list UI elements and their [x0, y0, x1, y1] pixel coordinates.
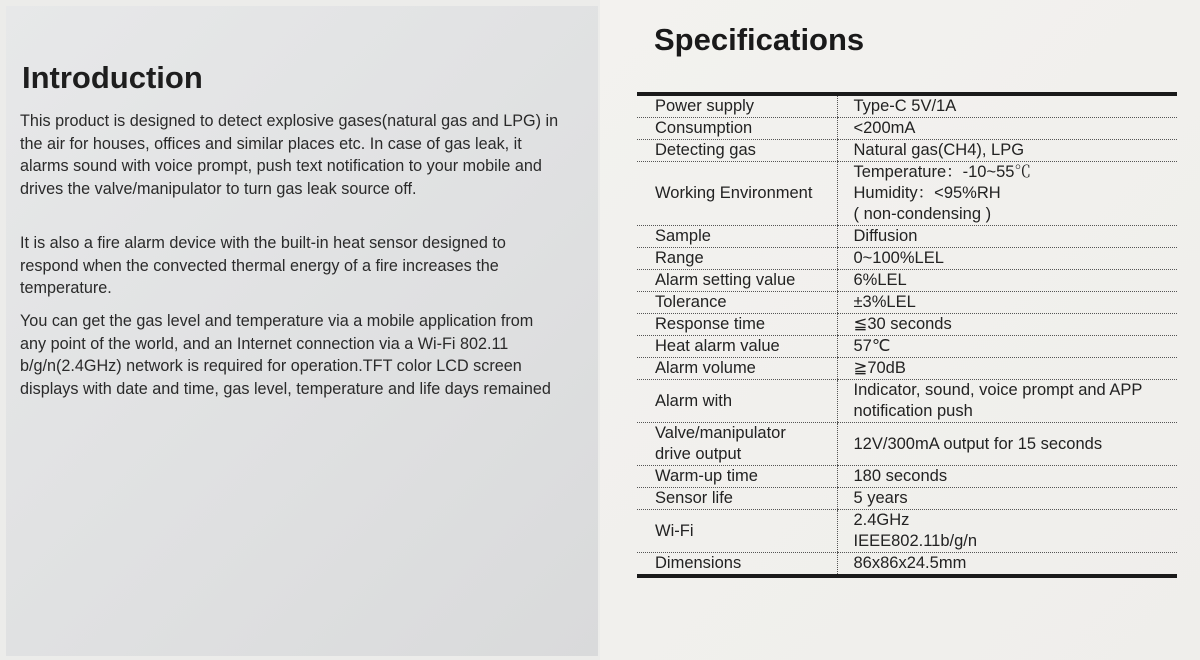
spec-value: 12V/300mA output for 15 seconds [837, 423, 1177, 466]
spec-label: Alarm setting value [637, 270, 837, 292]
spec-row-tolerance [637, 292, 1177, 314]
spec-value: Type-C 5V/1A [837, 94, 1177, 118]
spec-value-line: IEEE802.11b/g/n [853, 532, 978, 550]
spec-value: ≧70dB [837, 358, 1177, 380]
spec-value: ±3%LEL [837, 292, 1177, 314]
spec-label: Alarm volume [637, 358, 837, 380]
spec-label: Detecting gas [637, 140, 837, 162]
spec-value: Natural gas(CH4), LPG [837, 140, 1177, 162]
spec-row-sample [637, 226, 1177, 248]
spec-row-wi-fi [637, 510, 1177, 553]
introduction-heading: Introduction [22, 60, 203, 95]
spec-row-power-supply [637, 94, 1177, 118]
spec-label: Alarm with [637, 380, 837, 423]
spec-row-consumption [637, 118, 1177, 140]
spec-label: Heat alarm value [637, 336, 837, 358]
spec-row-detecting-gas [637, 140, 1177, 162]
spec-value [837, 380, 1177, 423]
spec-label [637, 423, 837, 466]
specifications-table [637, 92, 1177, 578]
spec-label: Warm-up time [637, 466, 837, 488]
spec-row-alarm-with [637, 380, 1177, 423]
spec-row-alarm-volume [637, 358, 1177, 380]
spec-row-response-time [637, 314, 1177, 336]
spec-label: Wi-Fi [637, 510, 837, 553]
spec-label: Sample [637, 226, 837, 248]
spec-value-line: Humidity：<95%RH [853, 184, 1001, 202]
spec-row-alarm-setting-value [637, 270, 1177, 292]
spec-value: 86x86x24.5mm [837, 553, 1177, 577]
spec-value: 6%LEL [837, 270, 1177, 292]
spec-value: 0~100%LEL [837, 248, 1177, 270]
spec-value: 5 years [837, 488, 1177, 510]
spec-row-range [637, 248, 1177, 270]
spec-label: Sensor life [637, 488, 837, 510]
spec-label: Working Environment [637, 162, 837, 226]
spec-label: Range [637, 248, 837, 270]
spec-label-line: drive output [655, 445, 742, 463]
intro-paragraph-3: You can get the gas level and temperature via a mobile application from any point of the world, and an Internet connection via a Wi-Fi 802.11 b/g/n(2.4GHz) network is required for operation.TFT color LCD screen displays with date and time, gas level, temperature and life days remained [20, 312, 551, 398]
spec-label: Response time [637, 314, 837, 336]
spec-label: Tolerance [637, 292, 837, 314]
spec-row-working-environment [637, 162, 1177, 226]
spec-value-line: 2.4GHz [853, 511, 910, 529]
spec-value-line: Indicator, sound, voice prompt and APP [853, 381, 1143, 399]
spec-value: Diffusion [837, 226, 1177, 248]
intro-paragraph-2: It is also a fire alarm device with the built-in heat sensor designed to respond when the convected thermal energy of a fire increases the temperature. [20, 234, 506, 297]
spec-value: 180 seconds [837, 466, 1177, 488]
intro-paragraph-1: This product is designed to detect explosive gases(natural gas and LPG) in the air for houses, offices and similar places etc. In case of gas leak, it alarms sound with voice prompt, push text notification to your mobile and drives the valve/manipulator to turn gas leak source off. [20, 112, 559, 198]
spec-value: ≦30 seconds [837, 314, 1177, 336]
spec-label: Power supply [637, 94, 837, 118]
specifications-heading: Specifications [654, 22, 865, 57]
spec-value-line: notification push [853, 402, 973, 420]
spec-value-line: ( non-condensing ) [853, 205, 992, 223]
spec-row-valve-drive-output [637, 423, 1177, 466]
spec-label: Dimensions [655, 554, 742, 572]
spec-row-heat-alarm-value [637, 336, 1177, 358]
spec-row-dimensions [637, 553, 1177, 577]
spec-label: Consumption [637, 118, 837, 140]
spec-label-line: Valve/manipulator [655, 424, 786, 442]
spec-value: 57℃ [837, 336, 1177, 358]
spec-row-warm-up-time [637, 466, 1177, 488]
spec-value [837, 510, 1177, 553]
spec-value-line: Temperature：-10~55℃ [853, 163, 1031, 181]
spec-row-sensor-life [637, 488, 1177, 510]
spec-value: <200mA [837, 118, 1177, 140]
spec-value [837, 162, 1177, 226]
